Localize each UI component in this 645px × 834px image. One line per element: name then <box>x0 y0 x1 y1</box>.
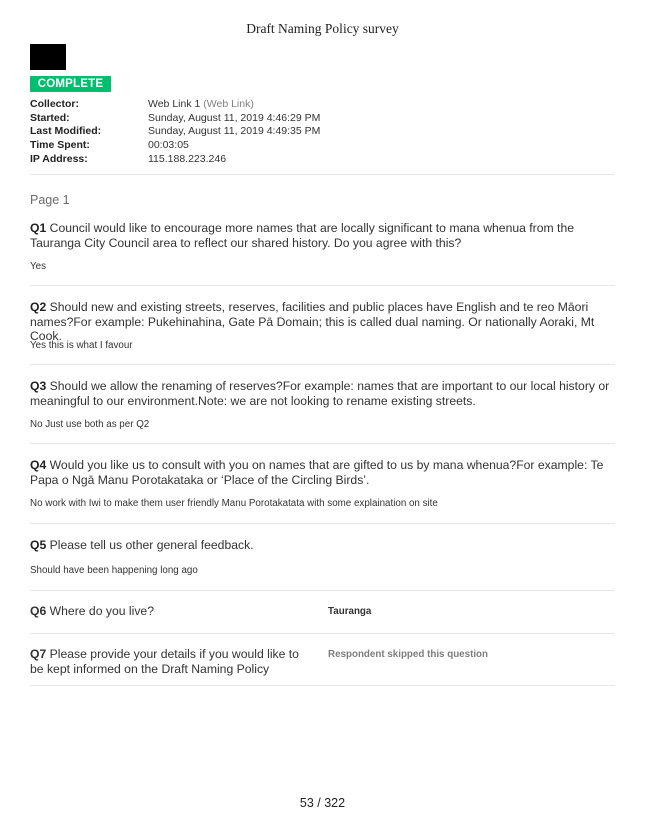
meta-row-started <box>30 111 615 125</box>
divider <box>30 523 615 524</box>
ip-value: 115.188.223.246 <box>148 153 227 166</box>
meta-row-ip <box>30 152 615 166</box>
answer-3: No Just use both as per Q2 <box>30 419 150 430</box>
page-number: 53 / 322 <box>299 796 346 810</box>
question-text: Should we allow the renaming of reserves?For example: names that are important to our local history or meaningful to our environment.Note: we are not looking to rename existing streets. <box>30 379 610 408</box>
divider <box>30 174 615 175</box>
answer-1: Yes <box>30 261 46 272</box>
divider <box>30 633 615 634</box>
answer-7-skipped: Respondent skipped this question <box>328 649 489 660</box>
started-value: Sunday, August 11, 2019 4:46:29 PM <box>148 111 321 124</box>
started-label: Started: <box>30 111 70 124</box>
question-number: Q2 <box>30 300 47 314</box>
status-badge: COMPLETE <box>30 76 111 92</box>
question-5 <box>30 538 615 553</box>
question-3 <box>30 379 615 408</box>
collector-value <box>148 98 254 110</box>
meta-row-modified <box>30 125 615 139</box>
question-text: Should new and existing streets, reserves, facilities and public places have English and te reo Māori names?For example: Pukehinahina, Gate Pā Domain; this is called dual naming. Or nationally Aoraki, Mt Cook. <box>30 300 595 344</box>
collector-type: (Web Link) <box>203 97 254 110</box>
page-label: Page 1 <box>30 193 70 207</box>
answer-4: No work with Iwi to make them user friendly Manu Porotakatata with some explaination on site <box>30 498 438 509</box>
question-7 <box>30 647 305 676</box>
divider <box>30 443 615 444</box>
divider <box>30 685 615 686</box>
question-number: Q3 <box>30 379 47 393</box>
question-number: Q5 <box>30 538 47 552</box>
ip-label: IP Address: <box>30 153 88 166</box>
collector-name: Web Link 1 <box>148 97 201 110</box>
modified-label: Last Modified: <box>30 125 102 138</box>
question-number: Q4 <box>30 458 47 472</box>
question-text: Council would like to encourage more names that are locally significant to mana whenua from the Tauranga City Council area to reflect our shared history. Do you agree with this? <box>30 221 574 250</box>
divider <box>30 364 615 365</box>
logo <box>30 44 66 70</box>
meta-row-collector <box>30 97 615 111</box>
time-spent-value: 00:03:05 <box>148 139 189 152</box>
question-2 <box>30 300 615 344</box>
collector-label: Collector: <box>30 97 80 110</box>
question-number: Q1 <box>30 221 47 235</box>
question-text: Please provide your details if you would like to be kept informed on the Draft Naming Policy <box>30 647 299 676</box>
response-metadata <box>30 97 615 166</box>
meta-row-time-spent <box>30 138 615 152</box>
answer-2: Yes this is what I favour <box>30 340 133 351</box>
question-text: Where do you live? <box>46 604 154 618</box>
answer-6: Tauranga <box>328 606 372 617</box>
time-spent-label: Time Spent: <box>30 139 90 152</box>
question-4 <box>30 458 615 487</box>
question-number: Q6 <box>30 604 47 618</box>
modified-value: Sunday, August 11, 2019 4:49:35 PM <box>148 125 321 138</box>
question-number: Q7 <box>30 647 47 661</box>
question-6 <box>30 604 305 619</box>
divider <box>30 590 615 591</box>
question-text: Would you like us to consult with you on names that are gifted to us by mana whenua?For example: Te Papa o Ngā Manu Porotakataka or ‘Place of the Circling Birds’. <box>30 458 604 487</box>
answer-5: Should have been happening long ago <box>30 565 198 576</box>
document-title: Draft Naming Policy survey <box>246 21 399 36</box>
question-text: Please tell us other general feedback. <box>46 538 254 552</box>
question-1 <box>30 221 615 250</box>
divider <box>30 285 615 286</box>
